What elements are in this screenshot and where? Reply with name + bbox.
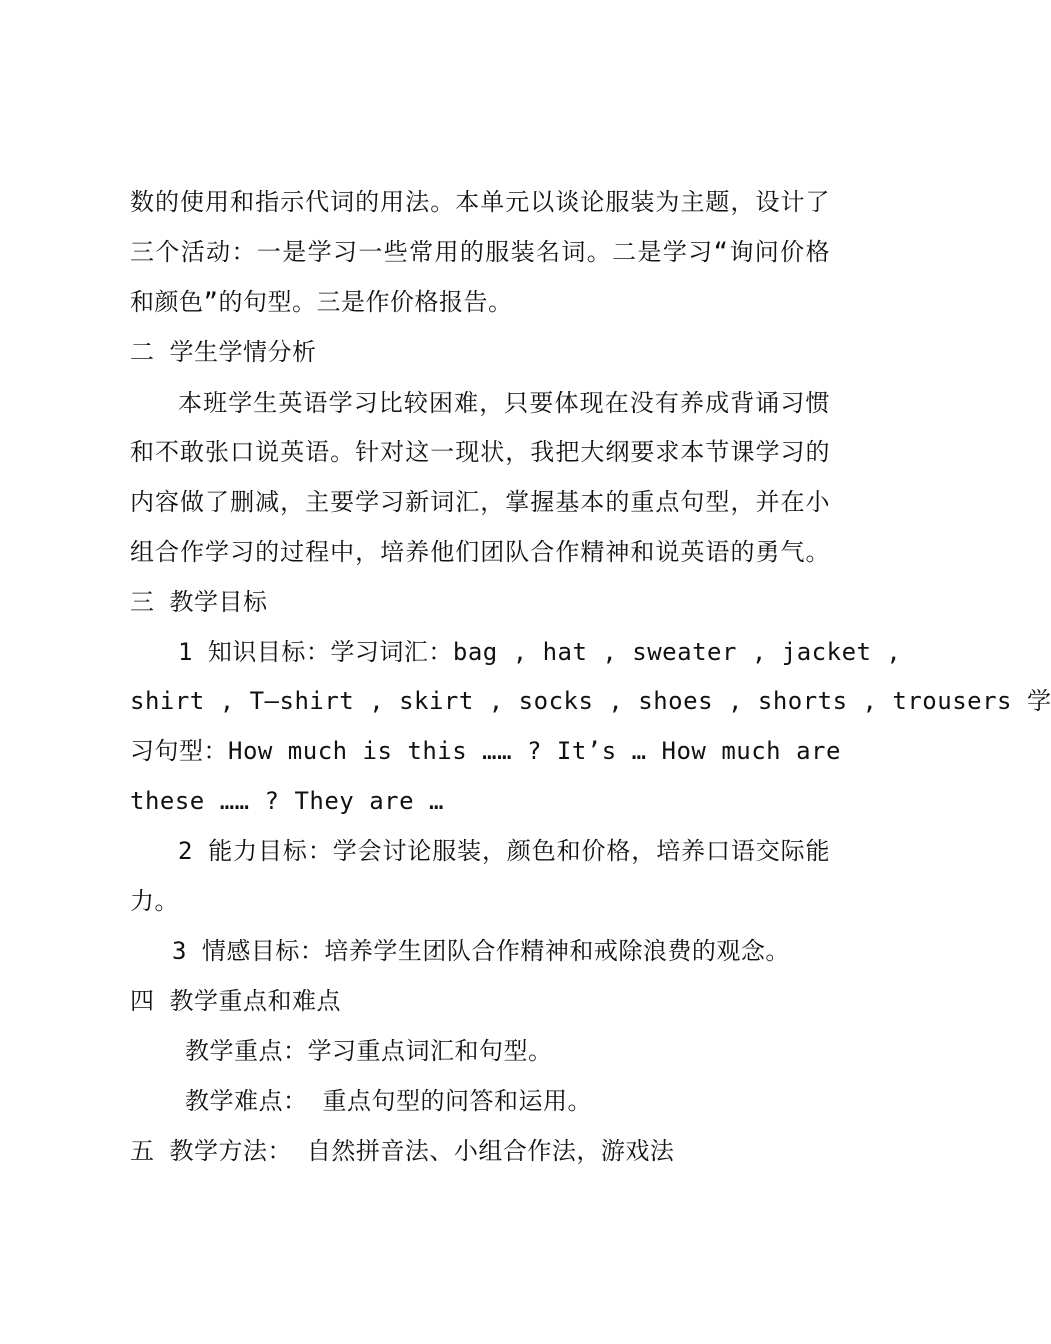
paragraph-line: 和不敢张口说英语。针对这一现状，我把大纲要求本节课学习的 xyxy=(130,438,830,466)
section-heading-5: 五 教学方法： 自然拼音法、小组合作法，游戏法 xyxy=(130,1137,675,1165)
paragraph-line: these …… ? They are … xyxy=(130,787,444,815)
paragraph-line: 三个活动：一是学习一些常用的服装名词。二是学习“询问价格 xyxy=(130,238,830,266)
paragraph-line: 2 能力目标：学会讨论服装，颜色和价格，培养口语交际能 xyxy=(178,837,830,865)
paragraph-line: 组合作学习的过程中，培养他们团队合作精神和说英语的勇气。 xyxy=(130,538,830,566)
paragraph-line: 和颜色”的句型。三是作价格报告。 xyxy=(130,288,513,316)
paragraph-line: 内容做了删减，主要学习新词汇，掌握基本的重点句型，并在小 xyxy=(130,488,830,516)
paragraph-line: 1 知识目标：学习词汇：bag , hat , sweater , jacket , xyxy=(178,638,902,666)
paragraph-line: 教学重点：学习重点词汇和句型。 xyxy=(185,1037,553,1065)
section-heading-3: 三 教学目标 xyxy=(130,588,268,616)
paragraph-line: 力。 xyxy=(130,887,179,915)
paragraph-line: 本班学生英语学习比较困难，只要体现在没有养成背诵习惯 xyxy=(178,389,830,417)
paragraph-line: 习句型：How much is this …… ? It’s … How much are xyxy=(130,737,841,765)
paragraph-line: 教学难点： 重点句型的问答和运用。 xyxy=(185,1087,592,1115)
paragraph-line: shirt , T—shirt , skirt , socks , shoes , shorts , trousers 学 xyxy=(130,687,1051,715)
paragraph-line: 数的使用和指示代词的用法。本单元以谈论服装为主题，设计了 xyxy=(130,188,830,216)
section-heading-2: 二 学生学情分析 xyxy=(130,338,317,366)
paragraph-line: 3 情感目标：培养学生团队合作精神和戒除浪费的观念。 xyxy=(172,937,790,965)
section-heading-4: 四 教学重点和难点 xyxy=(130,987,341,1015)
